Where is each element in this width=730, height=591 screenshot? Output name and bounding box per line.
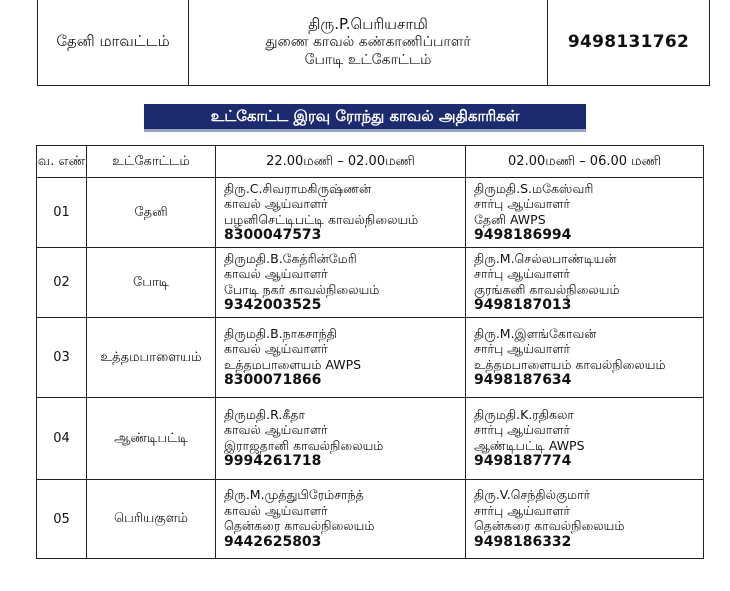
subdivision-cell: பெரியகுளம் xyxy=(87,480,216,559)
officer-designation: சார்பு ஆய்வாளர் xyxy=(474,422,571,438)
officer-designation: காவல் ஆய்வாளர் xyxy=(224,422,328,438)
officer-name: திருமதி.B.கேத்ரின்மேரி xyxy=(224,250,357,266)
officer-station: குரங்கனி காவல்நிலையம் xyxy=(474,281,620,297)
officer-name: திரு.V.செந்தில்குமார் xyxy=(474,487,591,503)
officer-station: உத்தமபாளையம் காவல்நிலையம் xyxy=(474,356,666,372)
officer-designation: சார்பு ஆய்வாளர் xyxy=(474,266,571,282)
column-header-subdivision: உட்கோட்டம் xyxy=(87,146,216,178)
officer-name: திரு.M.முத்துபிரேம்சாந்த் xyxy=(224,487,364,503)
table-row xyxy=(37,480,704,559)
officer-phone: 9342003525 xyxy=(224,297,322,314)
officer-name: திரு.M.செல்லபாண்டியன் xyxy=(474,250,617,266)
officer-phone: 9498187013 xyxy=(474,297,572,314)
serial-cell: 02 xyxy=(37,248,87,318)
officer-designation: காவல் ஆய்வாளர் xyxy=(224,266,328,282)
header-table xyxy=(37,0,710,86)
shift2-officer-cell xyxy=(466,178,704,248)
officer-designation: சார்பு ஆய்வாளர் xyxy=(474,196,571,212)
shift1-officer-cell xyxy=(216,398,466,480)
column-header-shift2: 02.00மணி – 06.00 மணி xyxy=(466,146,704,178)
serial-cell: 03 xyxy=(37,318,87,398)
shift1-officer-cell xyxy=(216,480,466,559)
table-header-row xyxy=(37,146,704,178)
officer-designation: துணை காவல் கண்காணிப்பாளர் xyxy=(265,34,471,51)
officer-name: திருமதி.R.கீதா xyxy=(224,406,305,422)
officer-phone: 9994261718 xyxy=(224,453,322,470)
subdivision-cell: ஆண்டிபட்டி xyxy=(87,398,216,480)
officer-phone: 9498187774 xyxy=(474,453,572,470)
officer-station: தென்கரை காவல்நிலையம் xyxy=(474,518,625,534)
district-name: தேனி மாவட்டம் xyxy=(38,0,189,85)
officer-station: உத்தமபாளையம் AWPS xyxy=(224,356,362,372)
officer-name: திரு.M.இளங்கோவன் xyxy=(474,325,597,341)
officer-designation: காவல் ஆய்வாளர் xyxy=(224,196,328,212)
officer-phone: 8300071866 xyxy=(224,372,322,389)
subdivision-cell: உத்தமபாளையம் xyxy=(87,318,216,398)
officer-station: ஆண்டிபட்டி AWPS xyxy=(474,437,585,453)
subdivision-cell: போடி xyxy=(87,248,216,318)
shift2-officer-cell xyxy=(466,248,704,318)
table-row xyxy=(37,398,704,480)
column-header-shift1: 22.00மணி – 02.00மணி xyxy=(216,146,466,178)
serial-cell: 05 xyxy=(37,480,87,559)
officer-station: இராஜதானி காவல்நிலையம் xyxy=(224,437,384,453)
table-row xyxy=(37,178,704,248)
patrol-table xyxy=(36,145,704,559)
table-row xyxy=(37,318,704,398)
column-header-serial: வ. எண் xyxy=(37,146,87,178)
shift2-officer-cell xyxy=(466,398,704,480)
shift2-officer-cell xyxy=(466,318,704,398)
officer-phone: 9498186332 xyxy=(474,533,572,550)
officer-name: திரு.C.சிவராமகிருஷ்ணன் xyxy=(224,180,372,196)
officer-subdivision: போடி உட்கோட்டம் xyxy=(304,52,432,69)
officer-block xyxy=(189,0,548,85)
banner-title: உட்கோட்ட இரவு ரோந்து காவல் அதிகாரிகள் xyxy=(144,104,586,132)
officer-phone: 9442625803 xyxy=(224,533,322,550)
officer-designation: காவல் ஆய்வாளர் xyxy=(224,341,328,357)
officer-designation: சார்பு ஆய்வாளர் xyxy=(474,502,571,518)
shift1-officer-cell xyxy=(216,248,466,318)
officer-station: பழனிசெட்டிபட்டி காவல்நிலையம் xyxy=(224,211,419,227)
officer-name: திருமதி.B.நாகசாந்தி xyxy=(224,325,337,341)
serial-cell: 04 xyxy=(37,398,87,480)
officer-name: திரு.P.பெரியசாமி xyxy=(308,15,428,34)
officer-phone: 9498131762 xyxy=(548,0,710,85)
serial-cell: 01 xyxy=(37,178,87,248)
officer-phone: 9498187634 xyxy=(474,372,572,389)
shift2-officer-cell xyxy=(466,480,704,559)
shift1-officer-cell xyxy=(216,178,466,248)
officer-designation: காவல் ஆய்வாளர் xyxy=(224,502,328,518)
officer-station: தென்கரை காவல்நிலையம் xyxy=(224,518,375,534)
officer-phone: 8300047573 xyxy=(224,227,322,244)
officer-designation: சார்பு ஆய்வாளர் xyxy=(474,341,571,357)
officer-name: திருமதி.K.ரதிகலா xyxy=(474,406,574,422)
subdivision-cell: தேனி xyxy=(87,178,216,248)
officer-name: திருமதி.S.மகேஸ்வரி xyxy=(474,180,594,196)
officer-station: போடி நகர் காவல்நிலையம் xyxy=(224,281,380,297)
officer-phone: 9498186994 xyxy=(474,227,572,244)
officer-station: தேனி AWPS xyxy=(474,211,546,227)
shift1-officer-cell xyxy=(216,318,466,398)
table-row xyxy=(37,248,704,318)
